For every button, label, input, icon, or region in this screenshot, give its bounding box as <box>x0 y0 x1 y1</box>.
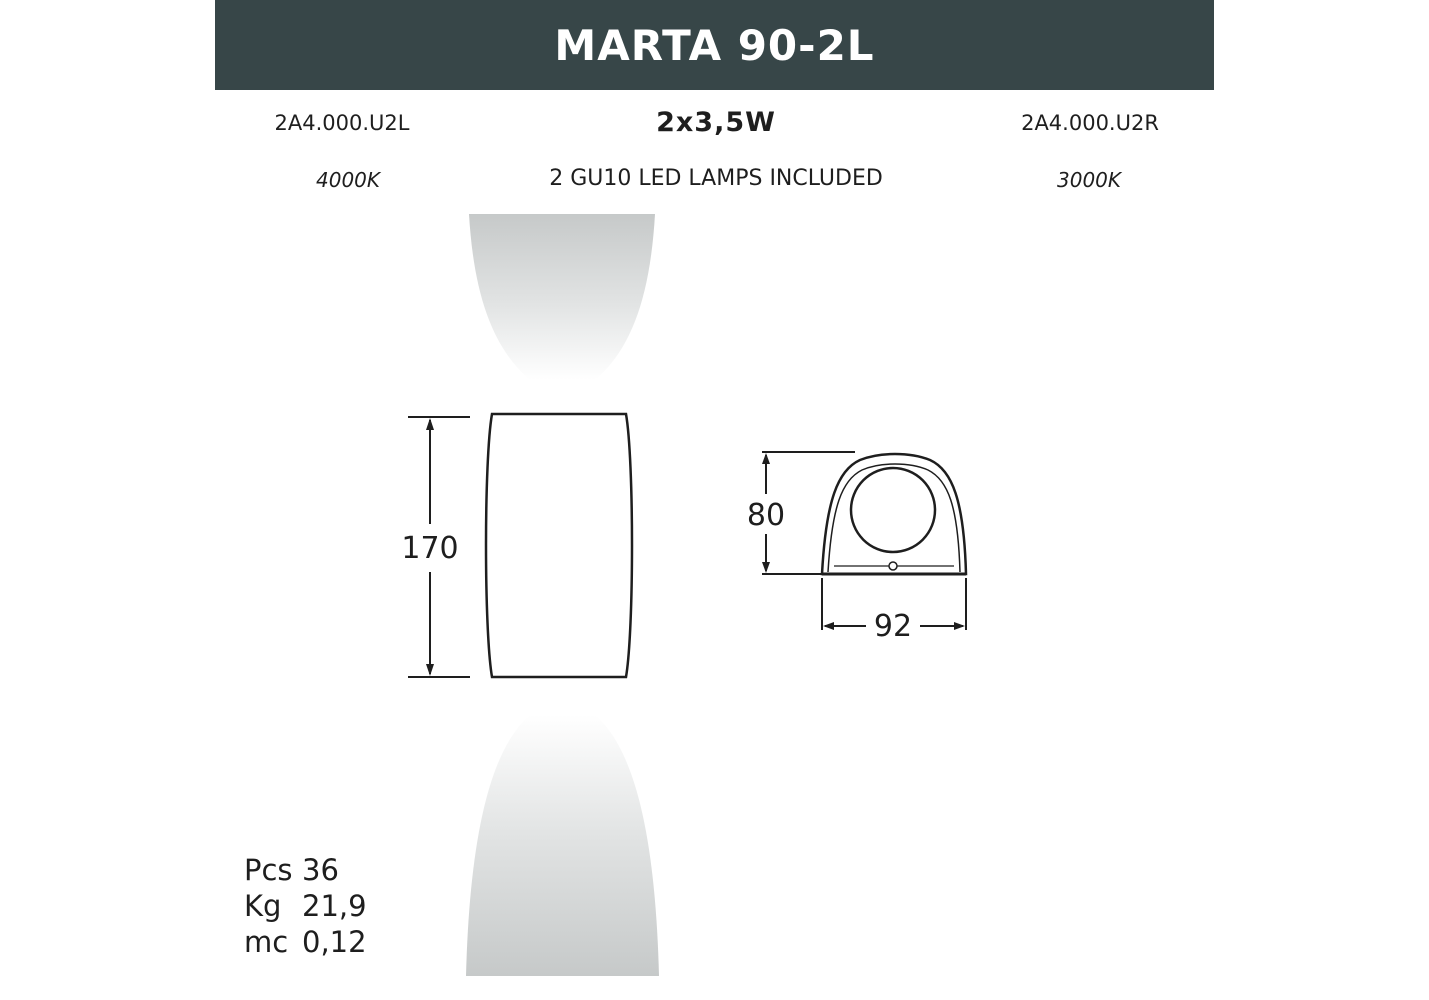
mc-value: 0,12 <box>302 925 367 959</box>
code-left: 2A4.000.U2L <box>274 111 410 135</box>
power-rating: 2x3,5W <box>656 107 776 138</box>
depth-arrow-top <box>762 453 770 464</box>
screw-hole <box>889 562 897 570</box>
height-arrow-top <box>426 418 434 430</box>
pcs-value: 36 <box>302 853 339 887</box>
kg-row <box>244 888 367 924</box>
width-dimension-label: 92 <box>873 609 913 644</box>
kg-label: Kg <box>244 889 282 923</box>
width-arrow-right <box>954 622 965 630</box>
depth-dimension-label: 80 <box>746 498 786 533</box>
kg-value: 21,9 <box>302 889 367 923</box>
mc-row <box>244 924 367 960</box>
lamps-included: 2 GU10 LED LAMPS INCLUDED <box>549 166 883 191</box>
lamp-opening <box>851 468 935 552</box>
packaging-info <box>244 852 367 960</box>
upper-light-beam <box>469 214 655 380</box>
width-arrow-left <box>823 622 834 630</box>
pcs-row <box>244 852 367 888</box>
height-arrow-bottom <box>426 664 434 676</box>
pcs-label: Pcs <box>244 853 293 887</box>
product-title: MARTA 90-2L <box>554 20 875 70</box>
depth-arrow-bottom <box>762 562 770 573</box>
front-view-body <box>486 414 632 677</box>
code-right: 2A4.000.U2R <box>1021 111 1159 135</box>
color-temp-left: 4000K <box>315 168 381 192</box>
height-dimension-label: 170 <box>401 531 459 566</box>
side-view-body <box>822 454 966 574</box>
lower-light-beam <box>466 715 659 976</box>
color-temp-right: 3000K <box>1056 168 1122 192</box>
mc-label: mc <box>244 925 289 959</box>
